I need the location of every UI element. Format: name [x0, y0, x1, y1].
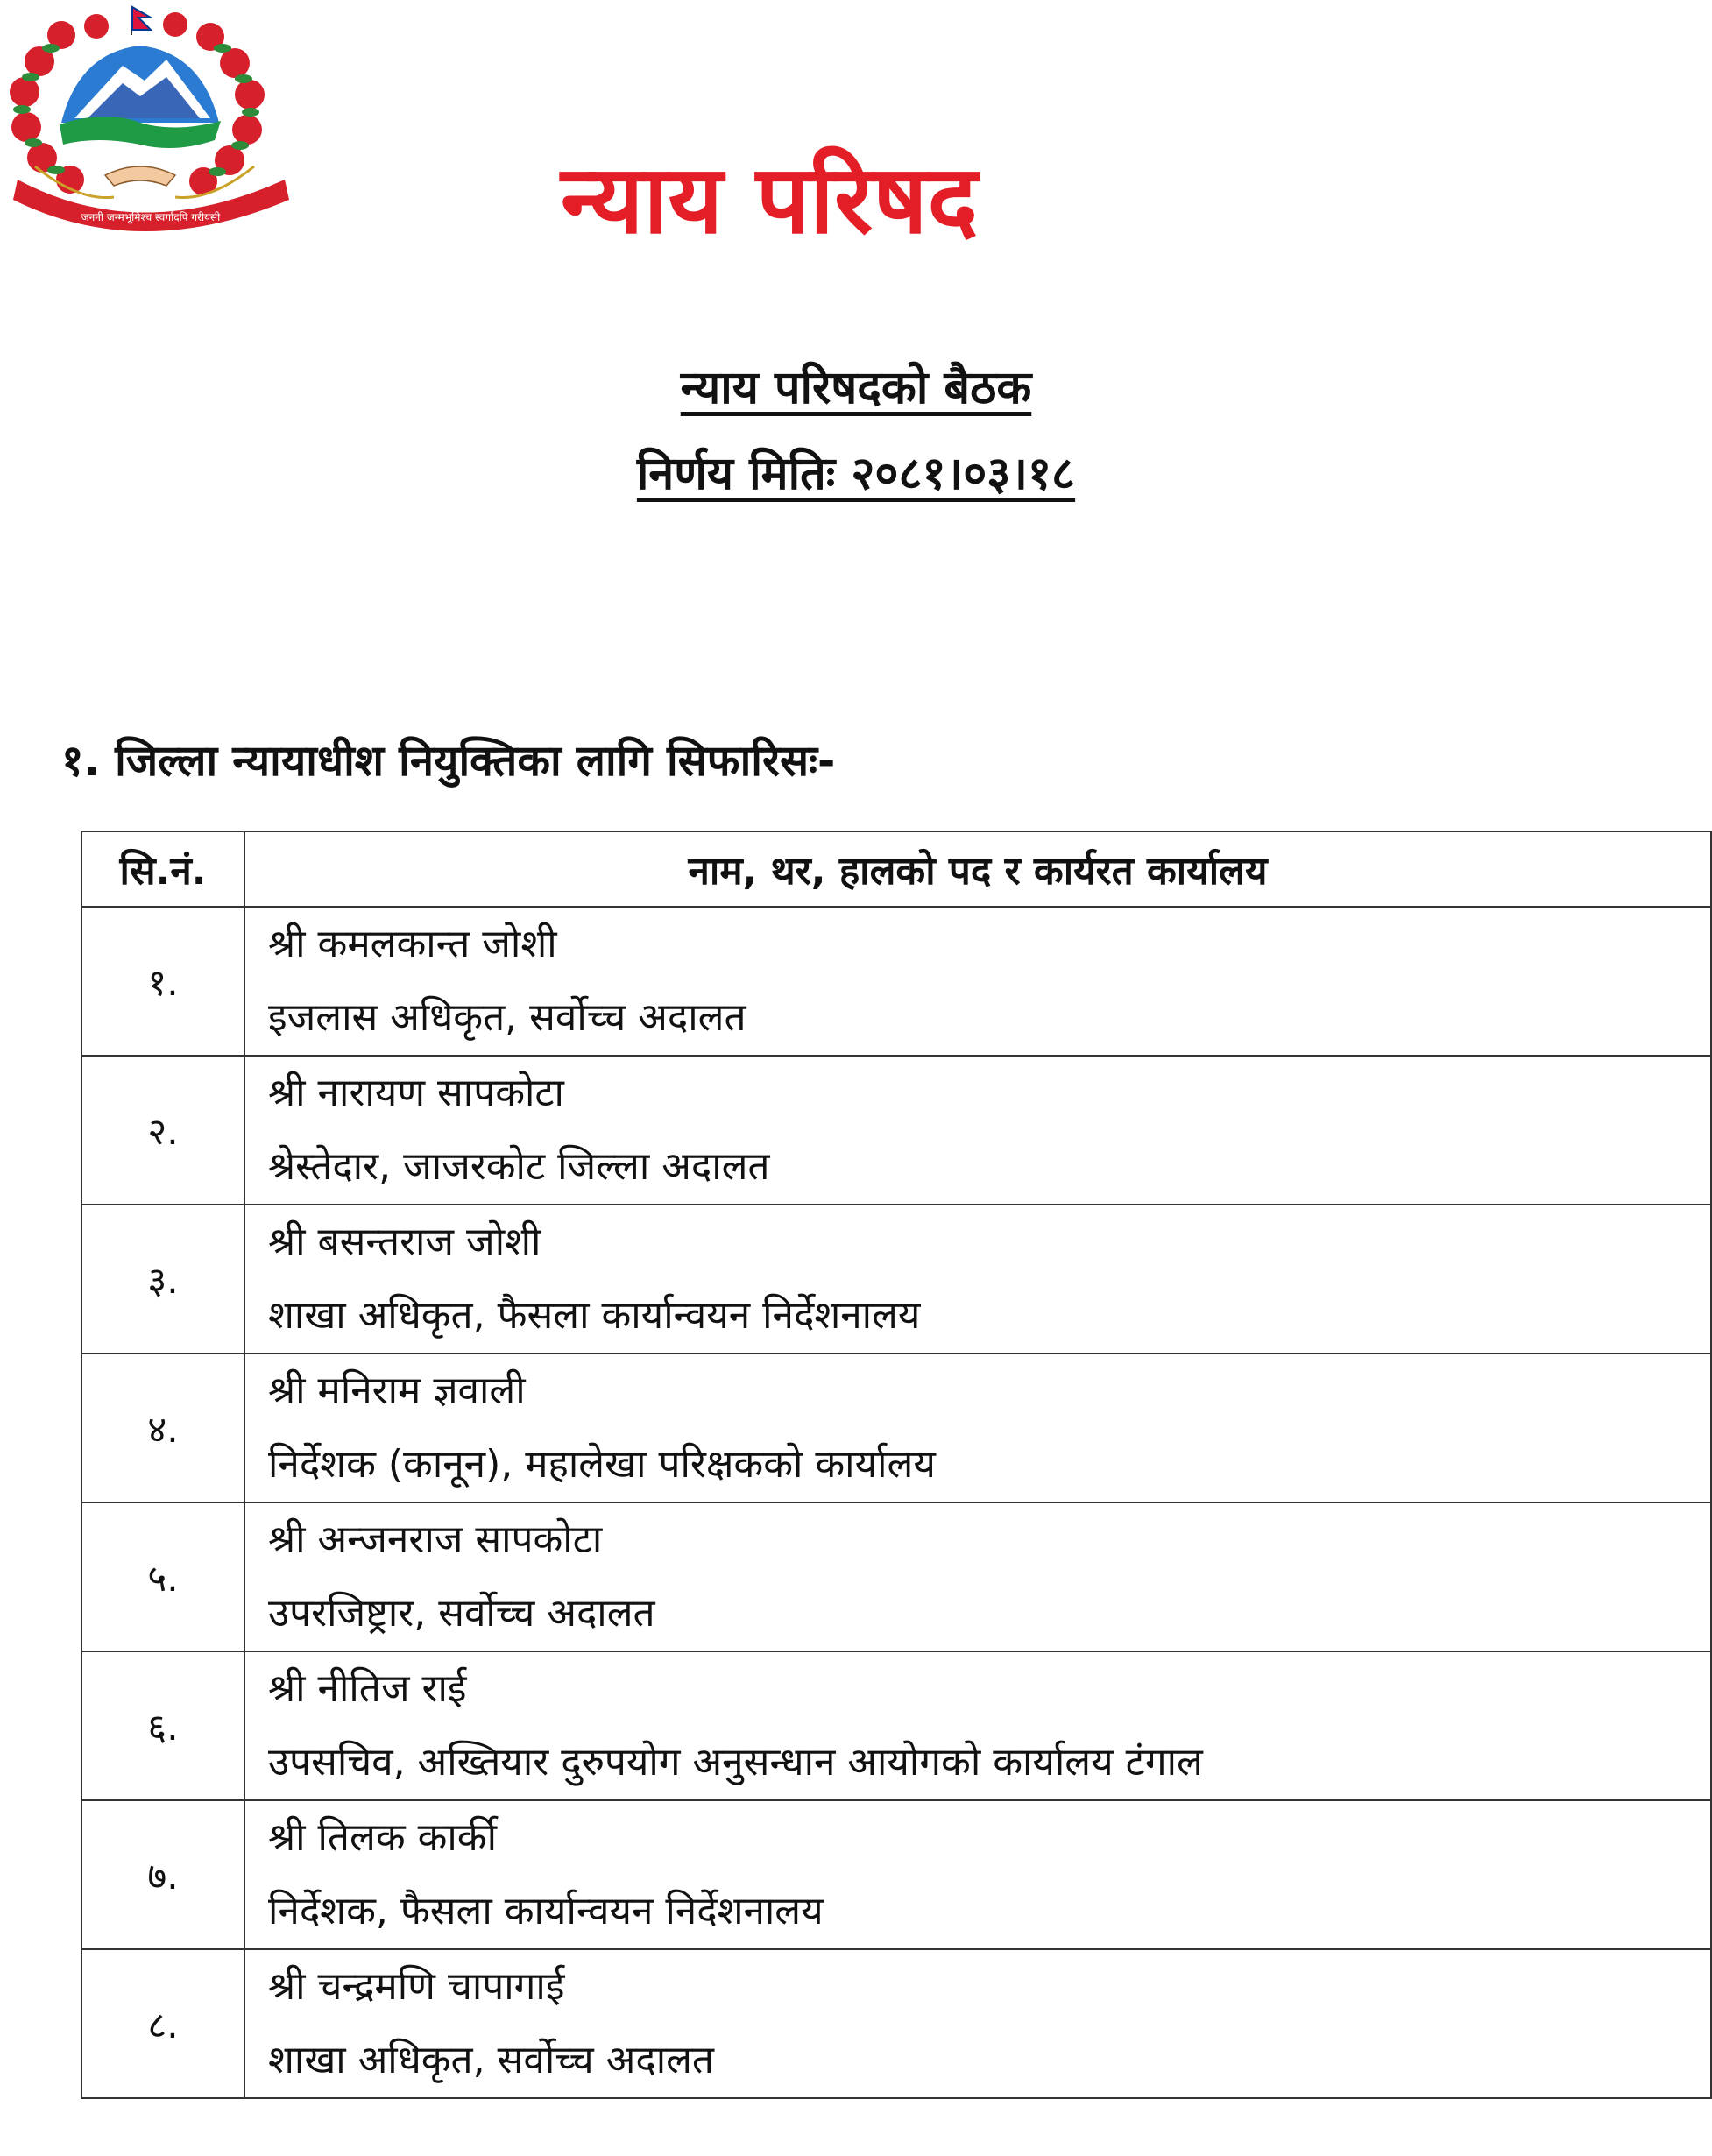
serial-number: ४. — [81, 1354, 244, 1502]
column-header-serial: सि.नं. — [81, 831, 244, 907]
nominee-details — [244, 1651, 1711, 1800]
nominee-details — [244, 1354, 1711, 1502]
meeting-title: न्याय परिषदको बैठक — [680, 362, 1032, 414]
nominee-details — [244, 907, 1711, 1056]
nominee-post: इजलास अधिकृत, सर्वोच्च अदालत — [268, 995, 746, 1040]
table-row — [81, 1800, 1711, 1949]
table-header-row — [81, 831, 1711, 907]
nominee-name: श्री कमलकान्त जोशी — [268, 922, 557, 966]
column-header-details: नाम, थर, हालको पद र कार्यरत कार्यालय — [244, 831, 1711, 907]
nominee-name: श्री नीतिज राई — [268, 1666, 467, 1711]
table-row — [81, 1056, 1711, 1205]
nominee-details — [244, 1205, 1711, 1354]
serial-number: ७. — [81, 1800, 244, 1949]
nominee-post: उपसचिव, अख्तियार दुरुपयोग अनुसन्धान आयोगको कार्यालय टंगाल — [268, 1740, 1203, 1785]
nominee-post: शाखा अधिकृत, फैसला कार्यान्वयन निर्देशनालय — [268, 1293, 921, 1338]
nominee-name: श्री चन्द्रमणि चापागाई — [268, 1964, 565, 2009]
nominee-post: उपरजिष्ट्रार, सर्वोच्च अदालत — [268, 1591, 655, 1636]
serial-number: ५. — [81, 1502, 244, 1651]
nominee-post: श्रेस्तेदार, जाजरकोट जिल्ला अदालत — [268, 1144, 770, 1189]
decision-date: निर्णय मितिः २०८१।०३।१८ — [636, 448, 1076, 500]
table-row — [81, 1949, 1711, 2098]
section-heading: १. जिल्ला न्यायाधीश नियुक्तिका लागि सिफारिसः- — [61, 736, 836, 786]
table-row — [81, 1354, 1711, 1502]
nominee-name: श्री नारायण सापकोटा — [268, 1071, 564, 1115]
organization-title: न्याय परिषद — [561, 145, 978, 255]
table-row — [81, 907, 1711, 1056]
table-row — [81, 1651, 1711, 1800]
nepal-emblem-logo — [0, 0, 302, 254]
nominee-name: श्री मनिराम ज्ञवाली — [268, 1368, 526, 1413]
nominee-details — [244, 1949, 1711, 2098]
nominee-name: श्री तिलक कार्की — [268, 1815, 497, 1860]
svg-text:जननी जन्मभूमिश्च स्वर्गादपि गर: जननी जन्मभूमिश्च स्वर्गादपि गरीयसी — [81, 211, 221, 223]
serial-number: १. — [81, 907, 244, 1056]
serial-number: २. — [81, 1056, 244, 1205]
serial-number: ६. — [81, 1651, 244, 1800]
nominee-name: श्री अन्जनराज सापकोटा — [268, 1517, 603, 1562]
nominee-details — [244, 1056, 1711, 1205]
serial-number: ३. — [81, 1205, 244, 1354]
nominee-name: श्री बसन्तराज जोशी — [268, 1219, 541, 1264]
nominee-post: निर्देशक (कानून), महालेखा परिक्षकको कार्यालय — [268, 1442, 936, 1487]
nominees-table — [81, 831, 1712, 2099]
nominee-details — [244, 1800, 1711, 1949]
nominee-details — [244, 1502, 1711, 1651]
serial-number: ८. — [81, 1949, 244, 2098]
table-row — [81, 1502, 1711, 1651]
nominee-post: शाखा अधिकृत, सर्वोच्च अदालत — [268, 2038, 715, 2082]
table-row — [81, 1205, 1711, 1354]
nominee-post: निर्देशक, फैसला कार्यान्वयन निर्देशनालय — [268, 1889, 824, 1933]
